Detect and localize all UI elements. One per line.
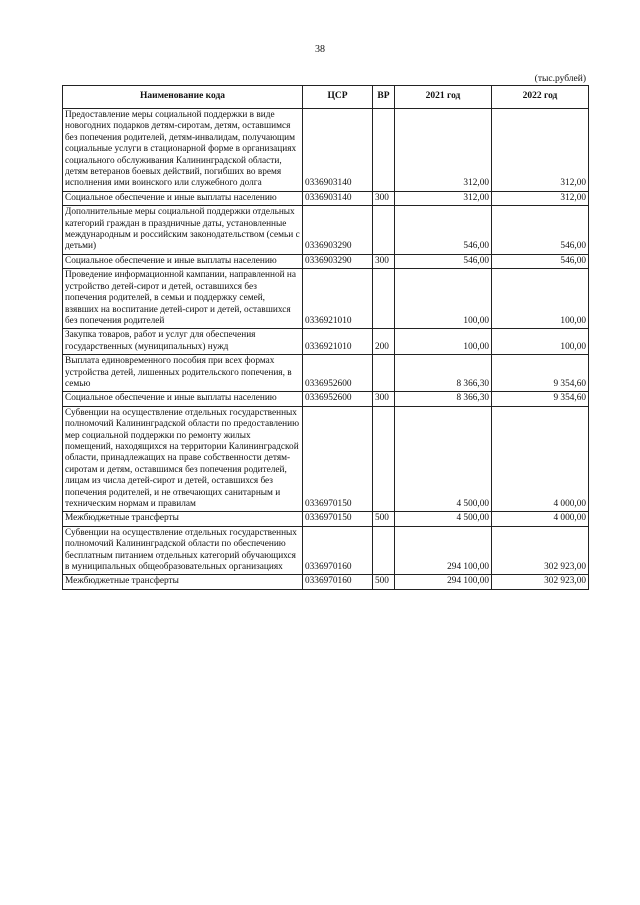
row-name: Закупка товаров, работ и услуг для обеспечения государственных (муниципальных) нужд (63, 329, 303, 355)
row-vr: 500 (373, 575, 395, 589)
row-csr: 0336903140 (303, 191, 373, 205)
row-name: Предоставление меры социальной поддержки в виде новогодних подарков детям-сиротам, детям, оставшимся без попечения родителей, детям-инвалидам, получающим социальные услуги в стационарной форме в организациях социального обслуживания Калининградской области, детям ветеранов боевых действий, погибших во время исполнения ими воинского или служебного долга (63, 109, 303, 192)
table-row (63, 206, 589, 255)
table-row (63, 269, 589, 329)
row-csr: 0336952600 (303, 355, 373, 392)
table-row (63, 109, 589, 192)
row-2022: 312,00 (492, 109, 589, 192)
table-row (63, 254, 589, 268)
row-csr: 0336970150 (303, 512, 373, 526)
table-row (63, 355, 589, 392)
row-csr: 0336903290 (303, 206, 373, 255)
row-vr (373, 355, 395, 392)
row-vr (373, 206, 395, 255)
row-name: Дополнительные меры социальной поддержки отдельных категорий граждан в праздничные даты, установленные международным и российским законодательством (семьи с детьми) (63, 206, 303, 255)
row-2021: 294 100,00 (395, 575, 492, 589)
row-2022: 302 923,00 (492, 526, 589, 575)
row-2021: 294 100,00 (395, 526, 492, 575)
header-vr: ВР (373, 86, 395, 109)
row-name: Межбюджетные трансферты (63, 575, 303, 589)
row-name: Субвенции на осуществление отдельных государственных полномочий Калининградской области по предоставлению мер социальной поддержки по ремонту жилых помещений, находящихся на территории Калининградской области, принадлежащих на праве собственности детям-сиротам и детям, оставшимся без попечения родителей, лицам из числа детей-сирот и детей, оставшихся без попечения родителей, и не отвечающих санитарным и техническим нормам и правилам (63, 406, 303, 512)
row-2021: 100,00 (395, 329, 492, 355)
row-2021: 100,00 (395, 269, 492, 329)
table-row (63, 406, 589, 512)
header-2022: 2022 год (492, 86, 589, 109)
budget-table (62, 85, 589, 590)
row-vr: 300 (373, 392, 395, 406)
row-2021: 8 366,30 (395, 355, 492, 392)
row-name: Субвенции на осуществление отдельных государственных полномочий Калининградской области по обеспечению бесплатным питанием отдельных категорий обучающихся в муниципальных общеобразовательных организациях (63, 526, 303, 575)
row-name: Социальное обеспечение и иные выплаты населению (63, 191, 303, 205)
row-csr: 0336903290 (303, 254, 373, 268)
row-2022: 100,00 (492, 329, 589, 355)
row-vr: 500 (373, 512, 395, 526)
row-name: Межбюджетные трансферты (63, 512, 303, 526)
row-2021: 8 366,30 (395, 392, 492, 406)
table-row (63, 526, 589, 575)
row-vr: 300 (373, 254, 395, 268)
row-csr: 0336921010 (303, 269, 373, 329)
units-label: (тыс.рублей) (534, 74, 586, 84)
row-2022: 4 000,00 (492, 406, 589, 512)
row-name: Проведение информационной кампании, направленной на устройство детей-сирот и детей, оставшихся без попечения родителей, в семьи и поддержку семей, взявших на воспитание детей-сирот и детей, оставшихся без попечения родителей (63, 269, 303, 329)
row-csr: 0336903140 (303, 109, 373, 192)
row-name: Социальное обеспечение и иные выплаты населению (63, 254, 303, 268)
table-row (63, 575, 589, 589)
row-2021: 546,00 (395, 254, 492, 268)
row-2022: 546,00 (492, 254, 589, 268)
row-2021: 312,00 (395, 191, 492, 205)
table-row (63, 191, 589, 205)
row-2022: 9 354,60 (492, 355, 589, 392)
table-row (63, 392, 589, 406)
row-name: Социальное обеспечение и иные выплаты населению (63, 392, 303, 406)
header-name: Наименование кода (63, 86, 303, 109)
header-2021: 2021 год (395, 86, 492, 109)
table-header-row (63, 86, 589, 109)
row-csr: 0336970160 (303, 526, 373, 575)
row-csr: 0336952600 (303, 392, 373, 406)
row-vr (373, 269, 395, 329)
row-name: Выплата единовременного пособия при всех формах устройства детей, лишенных родительского попечения, в семью (63, 355, 303, 392)
row-csr: 0336970160 (303, 575, 373, 589)
row-vr (373, 109, 395, 192)
row-csr: 0336970150 (303, 406, 373, 512)
row-2022: 302 923,00 (492, 575, 589, 589)
page-number: 38 (315, 44, 325, 55)
row-2022: 312,00 (492, 191, 589, 205)
row-2021: 312,00 (395, 109, 492, 192)
table-row (63, 512, 589, 526)
row-csr: 0336921010 (303, 329, 373, 355)
row-2022: 546,00 (492, 206, 589, 255)
row-vr (373, 406, 395, 512)
row-2021: 4 500,00 (395, 512, 492, 526)
row-vr: 200 (373, 329, 395, 355)
row-vr (373, 526, 395, 575)
row-2022: 100,00 (492, 269, 589, 329)
row-2022: 9 354,60 (492, 392, 589, 406)
row-vr: 300 (373, 191, 395, 205)
row-2021: 4 500,00 (395, 406, 492, 512)
row-2021: 546,00 (395, 206, 492, 255)
table-row (63, 329, 589, 355)
row-2022: 4 000,00 (492, 512, 589, 526)
header-csr: ЦСР (303, 86, 373, 109)
